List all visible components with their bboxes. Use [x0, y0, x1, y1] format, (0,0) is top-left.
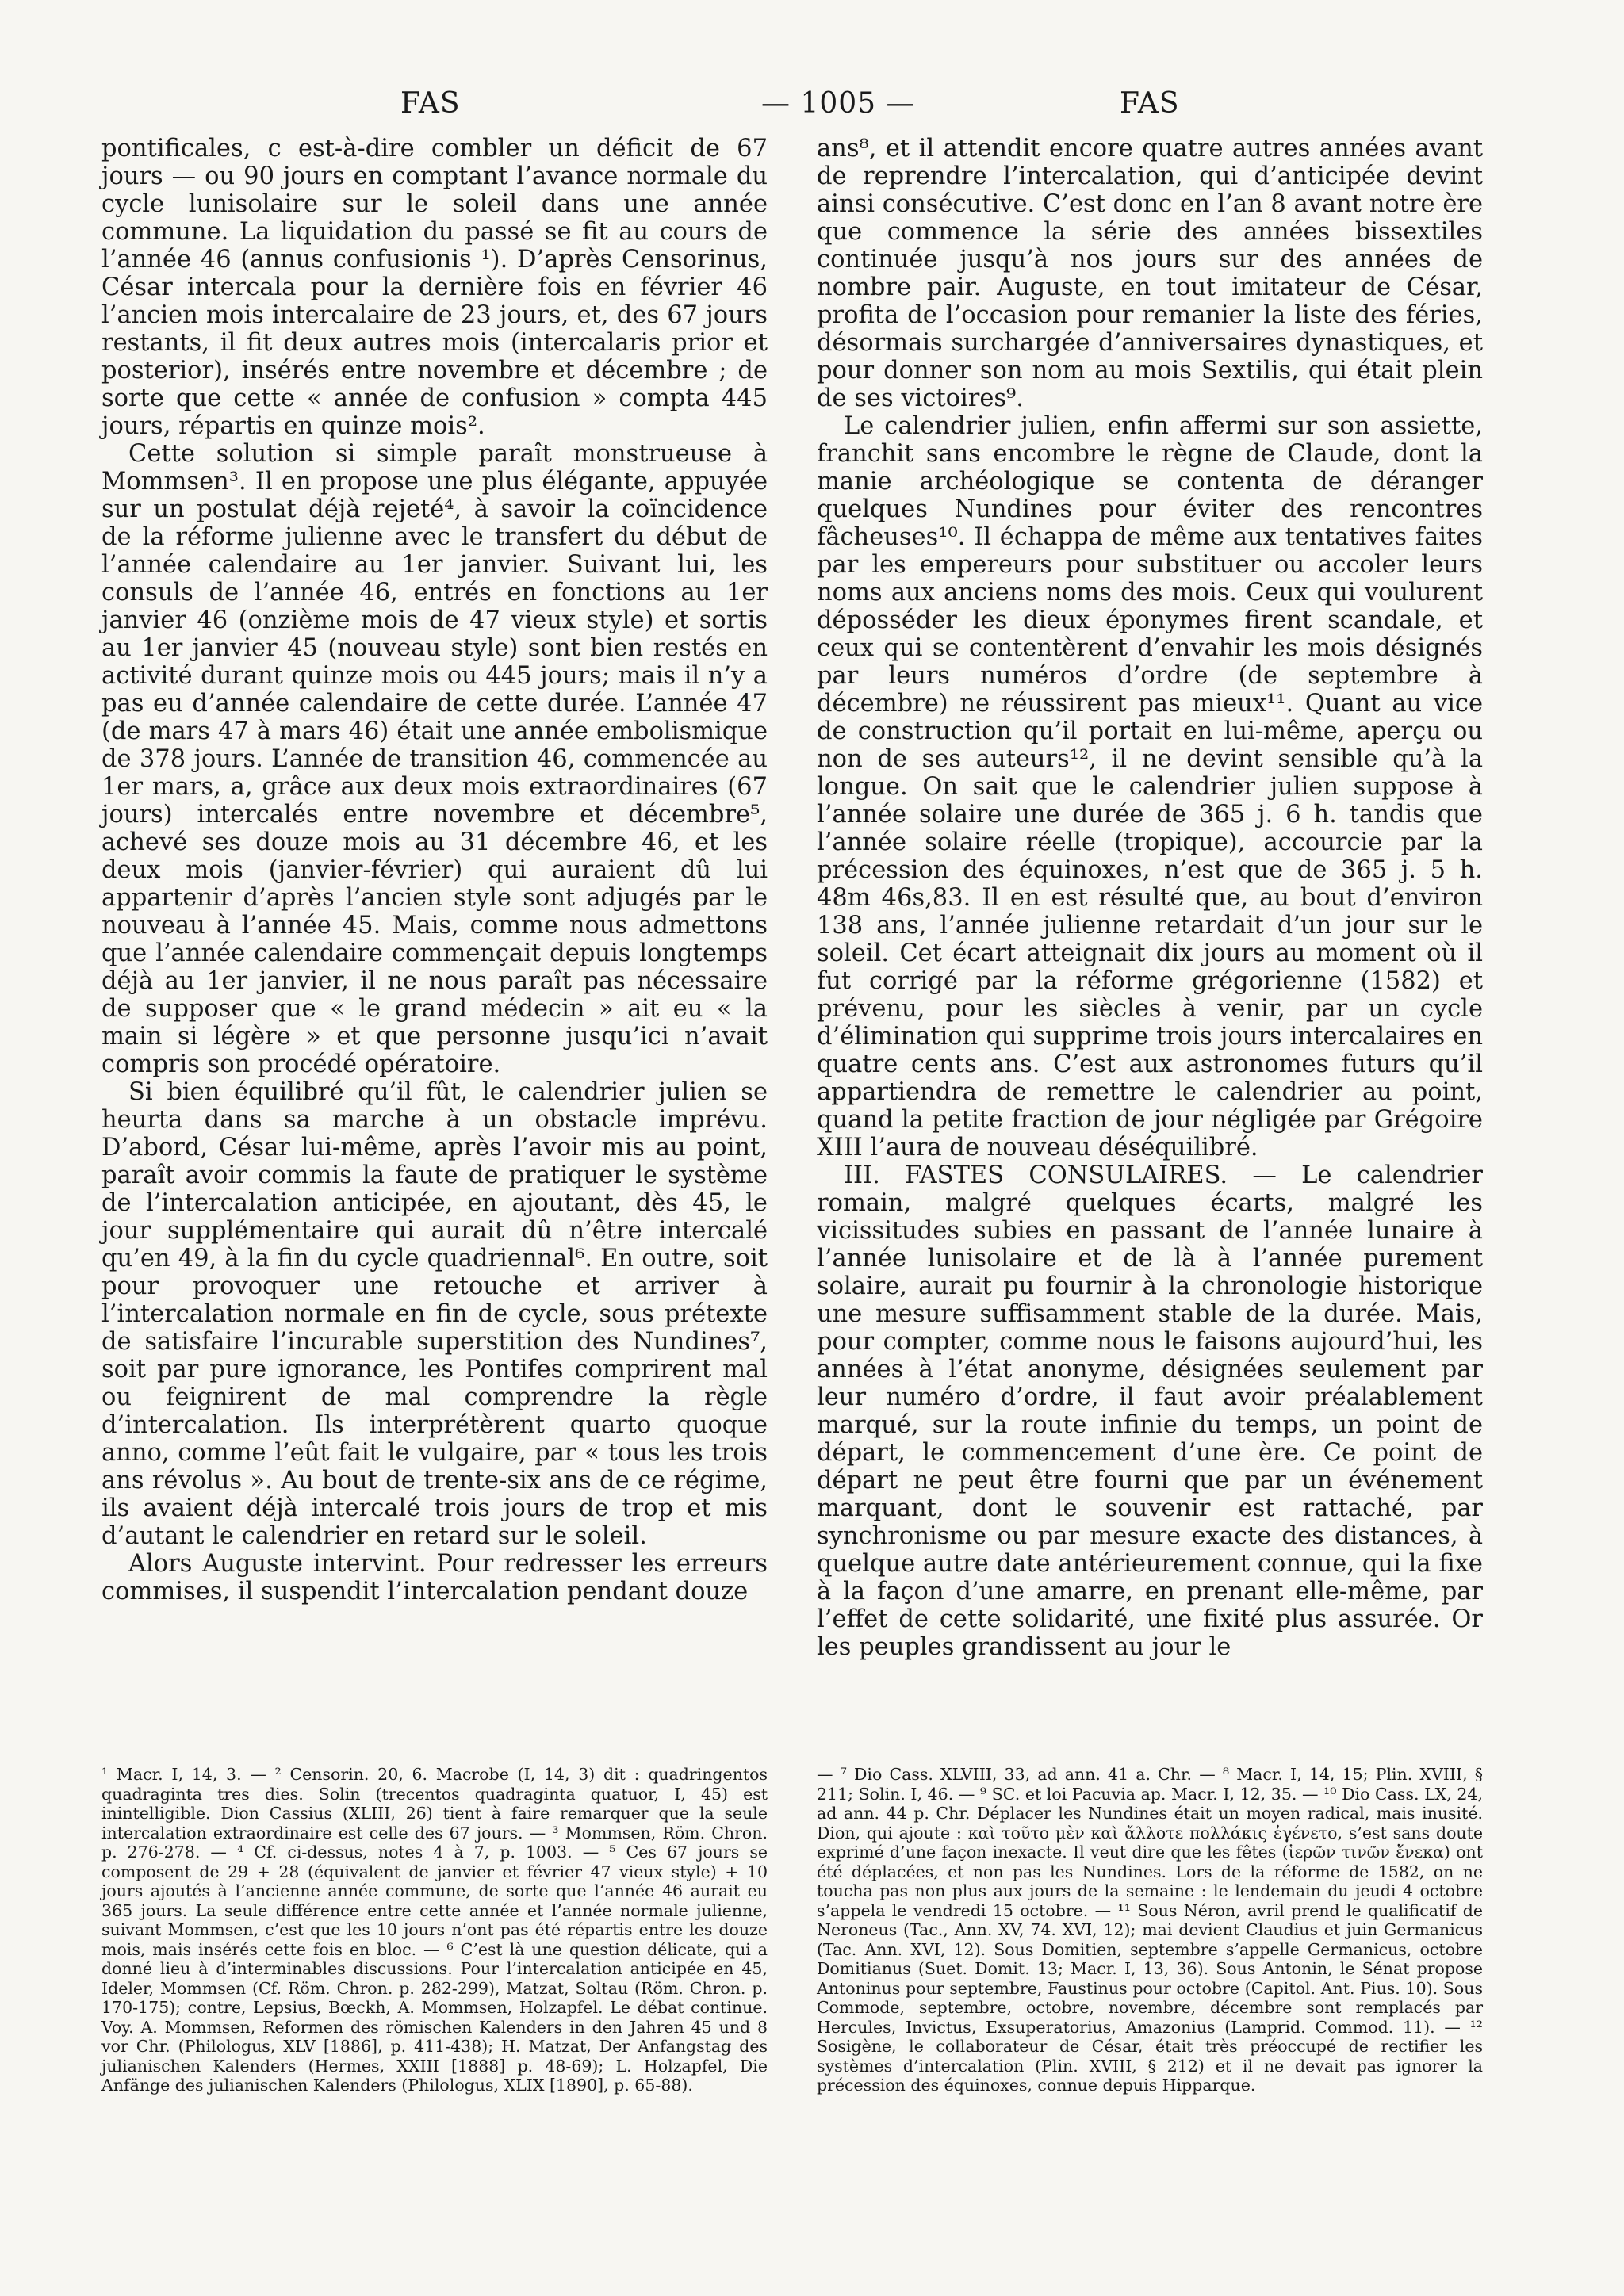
- paragraph: Cette solution si simple paraît monstrueuse à Mommsen³. Il en propose une plus élégante, appuyée sur un postulat déjà rejeté⁴, à savoir la coïncidence de la réforme julienne avec le transfert du début de l’année calendaire au 1er janvier. Suivant lui, les consuls de l’année 46, entrés en fonctions au 1er janvier 46 (onzième mois de 47 vieux style) et sortis au 1er janvier 45 (nouveau style) sont bien restés en activité durant quinze mois ou 445 jours; mais il n’y a pas eu d’année calendaire de cette durée. L’année 47 (de mars 47 à mars 46) était une année embolismique de 378 jours. L’année de transition 46, commencée au 1er mars, a, grâce aux deux mois extraordinaires (67 jours) intercalés entre novembre et décembre⁵, achevé ses douze mois au 31 décembre 46, et les deux mois (janvier-février) qui auraient dû lui appartenir d’après l’ancien style sont adjugés par le nouveau à l’année 45. Mais, comme nous admettons que l’année calendaire commençait depuis longtemps déjà au 1er janvier, il ne nous paraît pas nécessaire de supposer que « le grand médecin » ait eu « la main si légère » et que personne jusqu’ici n’avait compris son procédé opératoire.: [102, 440, 768, 1078]
- left-column: [102, 135, 768, 1605]
- paragraph: pontificales, c est-à-dire combler un déficit de 67 jours — ou 90 jours en comptant l’avance normale du cycle lunisolaire sur le soleil dans une année commune. La liquidation du passé se fit au cours de l’année 46 (annus confusionis ¹). D’après Censorinus, César intercala pour la dernière fois en février 46 l’ancien mois intercalaire de 23 jours, et, des 67 jours restants, il fit deux autres mois (intercalaris prior et posterior), insérés entre novembre et décembre ; de sorte que cette « année de confusion » compta 445 jours, répartis en quinze mois².: [102, 135, 768, 440]
- paragraph: Le calendrier julien, enfin affermi sur son assiette, franchit sans encombre le règne de Claude, dont la manie archéologique se contenta de déranger quelques Nundines pour éviter des rencontres fâcheuses¹⁰. Il échappa de même aux tentatives faites par les empereurs pour substituer ou accoler leurs noms aux anciens noms des mois. Ceux qui voulurent déposséder les dieux éponymes firent scandale, et ceux qui se contentèrent d’envahir les mois désignés par leurs numéros d’ordre (de septembre à décembre) ne réussirent pas mieux¹¹. Quant au vice de construction qu’il portait en lui-même, aperçu ou non de ses auteurs¹², il ne devint sensible qu’à la longue. On sait que le calendrier julien suppose à l’année solaire une durée de 365 j. 6 h. tandis que l’année solaire réelle (tropique), accourcie par la précession des équinoxes, n’est que de 365 j. 5 h. 48m 46s,83. Il en est résulté que, au bout d’environ 138 ans, l’année julienne retardait d’un jour sur le soleil. Cet écart atteignait dix jours au moment où il fut corrigé par la réforme grégorienne (1582) et prévenu, pour les siècles à venir, par un cycle d’élimination qui supprime trois jours intercalaires en quatre cents ans. C’est aux astronomes futurs qu’il appartiendra de remettre le calendrier au point, quand la petite fraction de jour négligée par Grégoire XIII l’aura de nouveau déséquilibré.: [817, 412, 1483, 1161]
- paragraph: Alors Auguste intervint. Pour redresser les erreurs commises, il suspendit l’intercalation pendant douze: [102, 1550, 768, 1605]
- running-head-right: FAS: [1120, 87, 1180, 120]
- paragraph: Si bien équilibré qu’il fût, le calendrier julien se heurta dans sa marche à un obstacle imprévu. D’abord, César lui-même, après l’avoir mis au point, paraît avoir commis la faute de pratiquer le système de l’intercalation anticipée, en ajoutant, dès 45, le jour supplémentaire qui aurait dû n’être intercalé qu’en 49, à la fin du cycle quadriennal⁶. En outre, soit pour provoquer une retouche et arriver à l’intercalation normale en fin de cycle, sous prétexte de satisfaire l’incurable superstition des Nundines⁷, soit par pure ignorance, les Pontifes comprirent mal ou feignirent de mal comprendre la règle d’intercalation. Ils interprétèrent quarto quoque anno, comme l’eût fait le vulgaire, par « tous les trois ans révolus ». Au bout de trente-six ans de ce régime, ils avaient déjà intercalé trois jours de trop et mis d’autant le calendrier en retard sur le soleil.: [102, 1078, 768, 1550]
- footnotes-right: [817, 1765, 1483, 2095]
- page-number: — 1005 —: [761, 87, 916, 120]
- right-column: [817, 135, 1483, 1661]
- footnotes-left: [102, 1765, 768, 2095]
- footnote-text: ¹ Macr. I, 14, 3. — ² Censorin. 20, 6. Macrobe (I, 14, 3) dit : quadringentos quadraginta tres dies. Solin (trecentos quadraginta quatuor, I, 45) est inintelligible. Dion Cassius (XLIII, 26) tient à faire remarquer que la seule intercalation extraordinaire est celle des 67 jours. — ³ Mommsen, Röm. Chron. p. 276-278. — ⁴ Cf. ci-dessus, notes 4 à 7, p. 1003. — ⁵ Ces 67 jours se composent de 29 + 28 (équivalent de janvier et février 47 vieux style) + 10 jours ajoutés à l’ancienne année commune, de sorte que l’année 46 aurait eu 365 jours. La seule différence entre cette année et l’année normale julienne, suivant Mommsen, c’est que les 10 jours n’ont pas été répartis entre les douze mois, mais insérés cette fois en bloc. — ⁶ C’est là une question délicate, qui a donné lieu à d’interminables discussions. Pour l’intercalation anticipée en 45, Ideler, Mommsen (Cf. Röm. Chron. p. 282-299), Matzat, Soltau (Röm. Chron. p. 170-175); contre, Lepsius, Bœckh, A. Mommsen, Holzapfel. Le débat continue. Voy. A. Mommsen, Reformen des römischen Kalenders in den Jahren 45 und 8 vor Chr. (Philologus, XLV [1886], p. 411-438); H. Matzat, Der Anfangstag des julianischen Kalenders (Hermes, XXIII [1888] p. 48-69); L. Holzapfel, Die Anfänge des julianischen Kalenders (Philologus, XLIX [1890], p. 65-88).: [102, 1765, 768, 2095]
- running-head-left: FAS: [400, 87, 461, 120]
- footnote-text: — ⁷ Dio Cass. XLVIII, 33, ad ann. 41 a. Chr. — ⁸ Macr. I, 14, 15; Plin. XVIII, § 211; Solin. I, 46. — ⁹ SC. et loi Pacuvia ap. Macr. I, 12, 35. — ¹⁰ Dio Cass. LX, 24, ad ann. 44 p. Chr. Déplacer les Nundines était un moyen radical, mais inusité. Dion, qui ajoute : καὶ τοῦτο μὲν καὶ ἄλλοτε πολλάκις ἐγένετο, s’est sans doute exprimé d’une façon inexacte. Il veut dire que les fêtes (ἱερῶν τινῶν ἕνεκα) ont été déplacées, et non pas les Nundines. Lors de la réforme de 1582, on ne toucha pas non plus aux jours de la semaine : le lendemain du jeudi 4 octobre s’appela le vendredi 15 octobre. — ¹¹ Sous Néron, avril prend le qualificatif de Neroneus (Tac., Ann. XV, 74. XVI, 12); mai devient Claudius et juin Germanicus (Tac. Ann. XVI, 12). Sous Domitien, septembre s’appelle Germanicus, octobre Domitianus (Suet. Domit. 13; Macr. I, 13, 36). Sous Antonin, le Sénat propose Antoninus pour septembre, Faustinus pour octobre (Capitol. Ant. Pius. 10). Sous Commode, septembre, octobre, novembre, décembre sont remplacés par Hercules, Invictus, Exsuperatorius, Amazonius (Lamprid. Commod. 11). — ¹² Sosigène, le collaborateur de César, était très préoccupé de rectifier les systèmes d’intercalation (Plin. XVIII, § 212) et il ne devait pas ignorer la précession des équinoxes, connue depuis Hipparque.: [817, 1765, 1483, 2095]
- paragraph: III. FASTES CONSULAIRES. — Le calendrier romain, malgré quelques écarts, malgré les vicissitudes subies en passant de l’année lunaire à l’année lunisolaire et de là à l’année purement solaire, aurait pu fournir à la chronologie historique une mesure suffisamment stable de la durée. Mais, pour compter, comme nous le faisons aujourd’hui, les années à l’état anonyme, désignées seulement par leur numéro d’ordre, il faut avoir préalablement marqué, sur la route infinie du temps, un point de départ, le commencement d’une ère. Ce point de départ ne peut être fourni que par un événement marquant, dont le souvenir est rattaché, par synchronisme ou par mesure exacte des distances, à quelque autre date antérieurement connue, qui la fixe à la façon d’une amarre, en prenant elle-même, par l’effet de cette solidarité, une fixité plus assurée. Or les peuples grandissent au jour le: [817, 1161, 1483, 1661]
- paragraph: ans⁸, et il attendit encore quatre autres années avant de reprendre l’intercalation, qui d’anticipée devint ainsi consécutive. C’est donc en l’an 8 avant notre ère que commence la série des années bissextiles continuée jusqu’à nos jours sur des années de nombre pair. Auguste, en tout imitateur de César, profita de l’occasion pour remanier la liste des féries, désormais surchargée d’anniversaires dynastiques, et pour donner son nom au mois Sextilis, qui était plein de ses victoires⁹.: [817, 135, 1483, 412]
